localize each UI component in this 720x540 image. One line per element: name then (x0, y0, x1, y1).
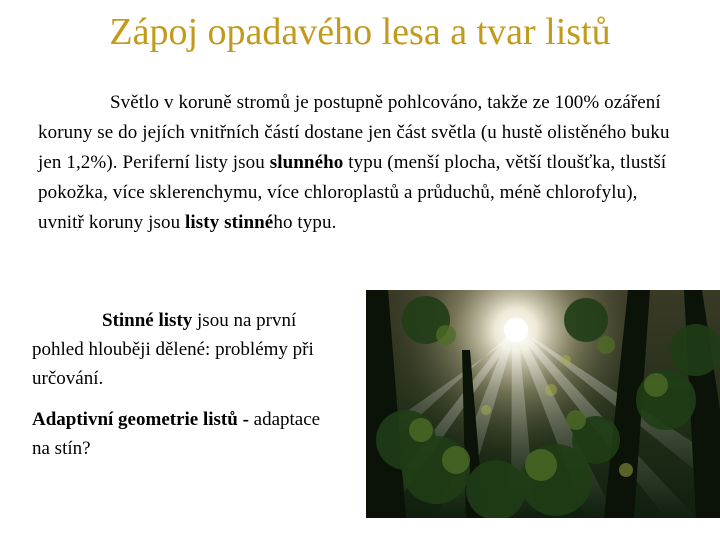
forest-sunbeam-photo (366, 290, 720, 518)
intro-bold-sunny: slunného (269, 152, 344, 173)
adaptive-geometry-text: adaptace na stín? (32, 409, 321, 459)
intro-text-1: Světlo v koruně stromů je postupně pohlcováno, takže ze 100% ozáření koruny se do jejích vnitřních částí dostane jen část světla (u hustě olistěného buku jen 1,2%). Periferní listy jsou (38, 92, 670, 173)
shade-leaves-text: jsou na první pohled hlouběji dělené: problémy při určování. (32, 310, 314, 389)
intro-bold-shade: listy stinné (185, 212, 274, 233)
adaptive-geometry-bold: Adaptivní geometrie listů - (32, 409, 249, 430)
intro-text-3: ho typu. (273, 212, 337, 233)
forest-sunbeam-image (366, 290, 720, 518)
shade-leaves-bold: Stinné listy (102, 310, 193, 331)
adaptive-geometry-note (32, 405, 332, 463)
intro-text-2: typu (menší plocha, větší tloušťka, tlustší pokožka, více sklerenchymu, více chloroplastů a průduchů, méně chlorofylu), uvnitř koruny jsou (38, 152, 667, 233)
slide-title: Zápoj opadavého lesa a tvar listů (109, 11, 611, 53)
shade-leaves-note (32, 306, 332, 393)
intro-paragraph (38, 88, 688, 238)
